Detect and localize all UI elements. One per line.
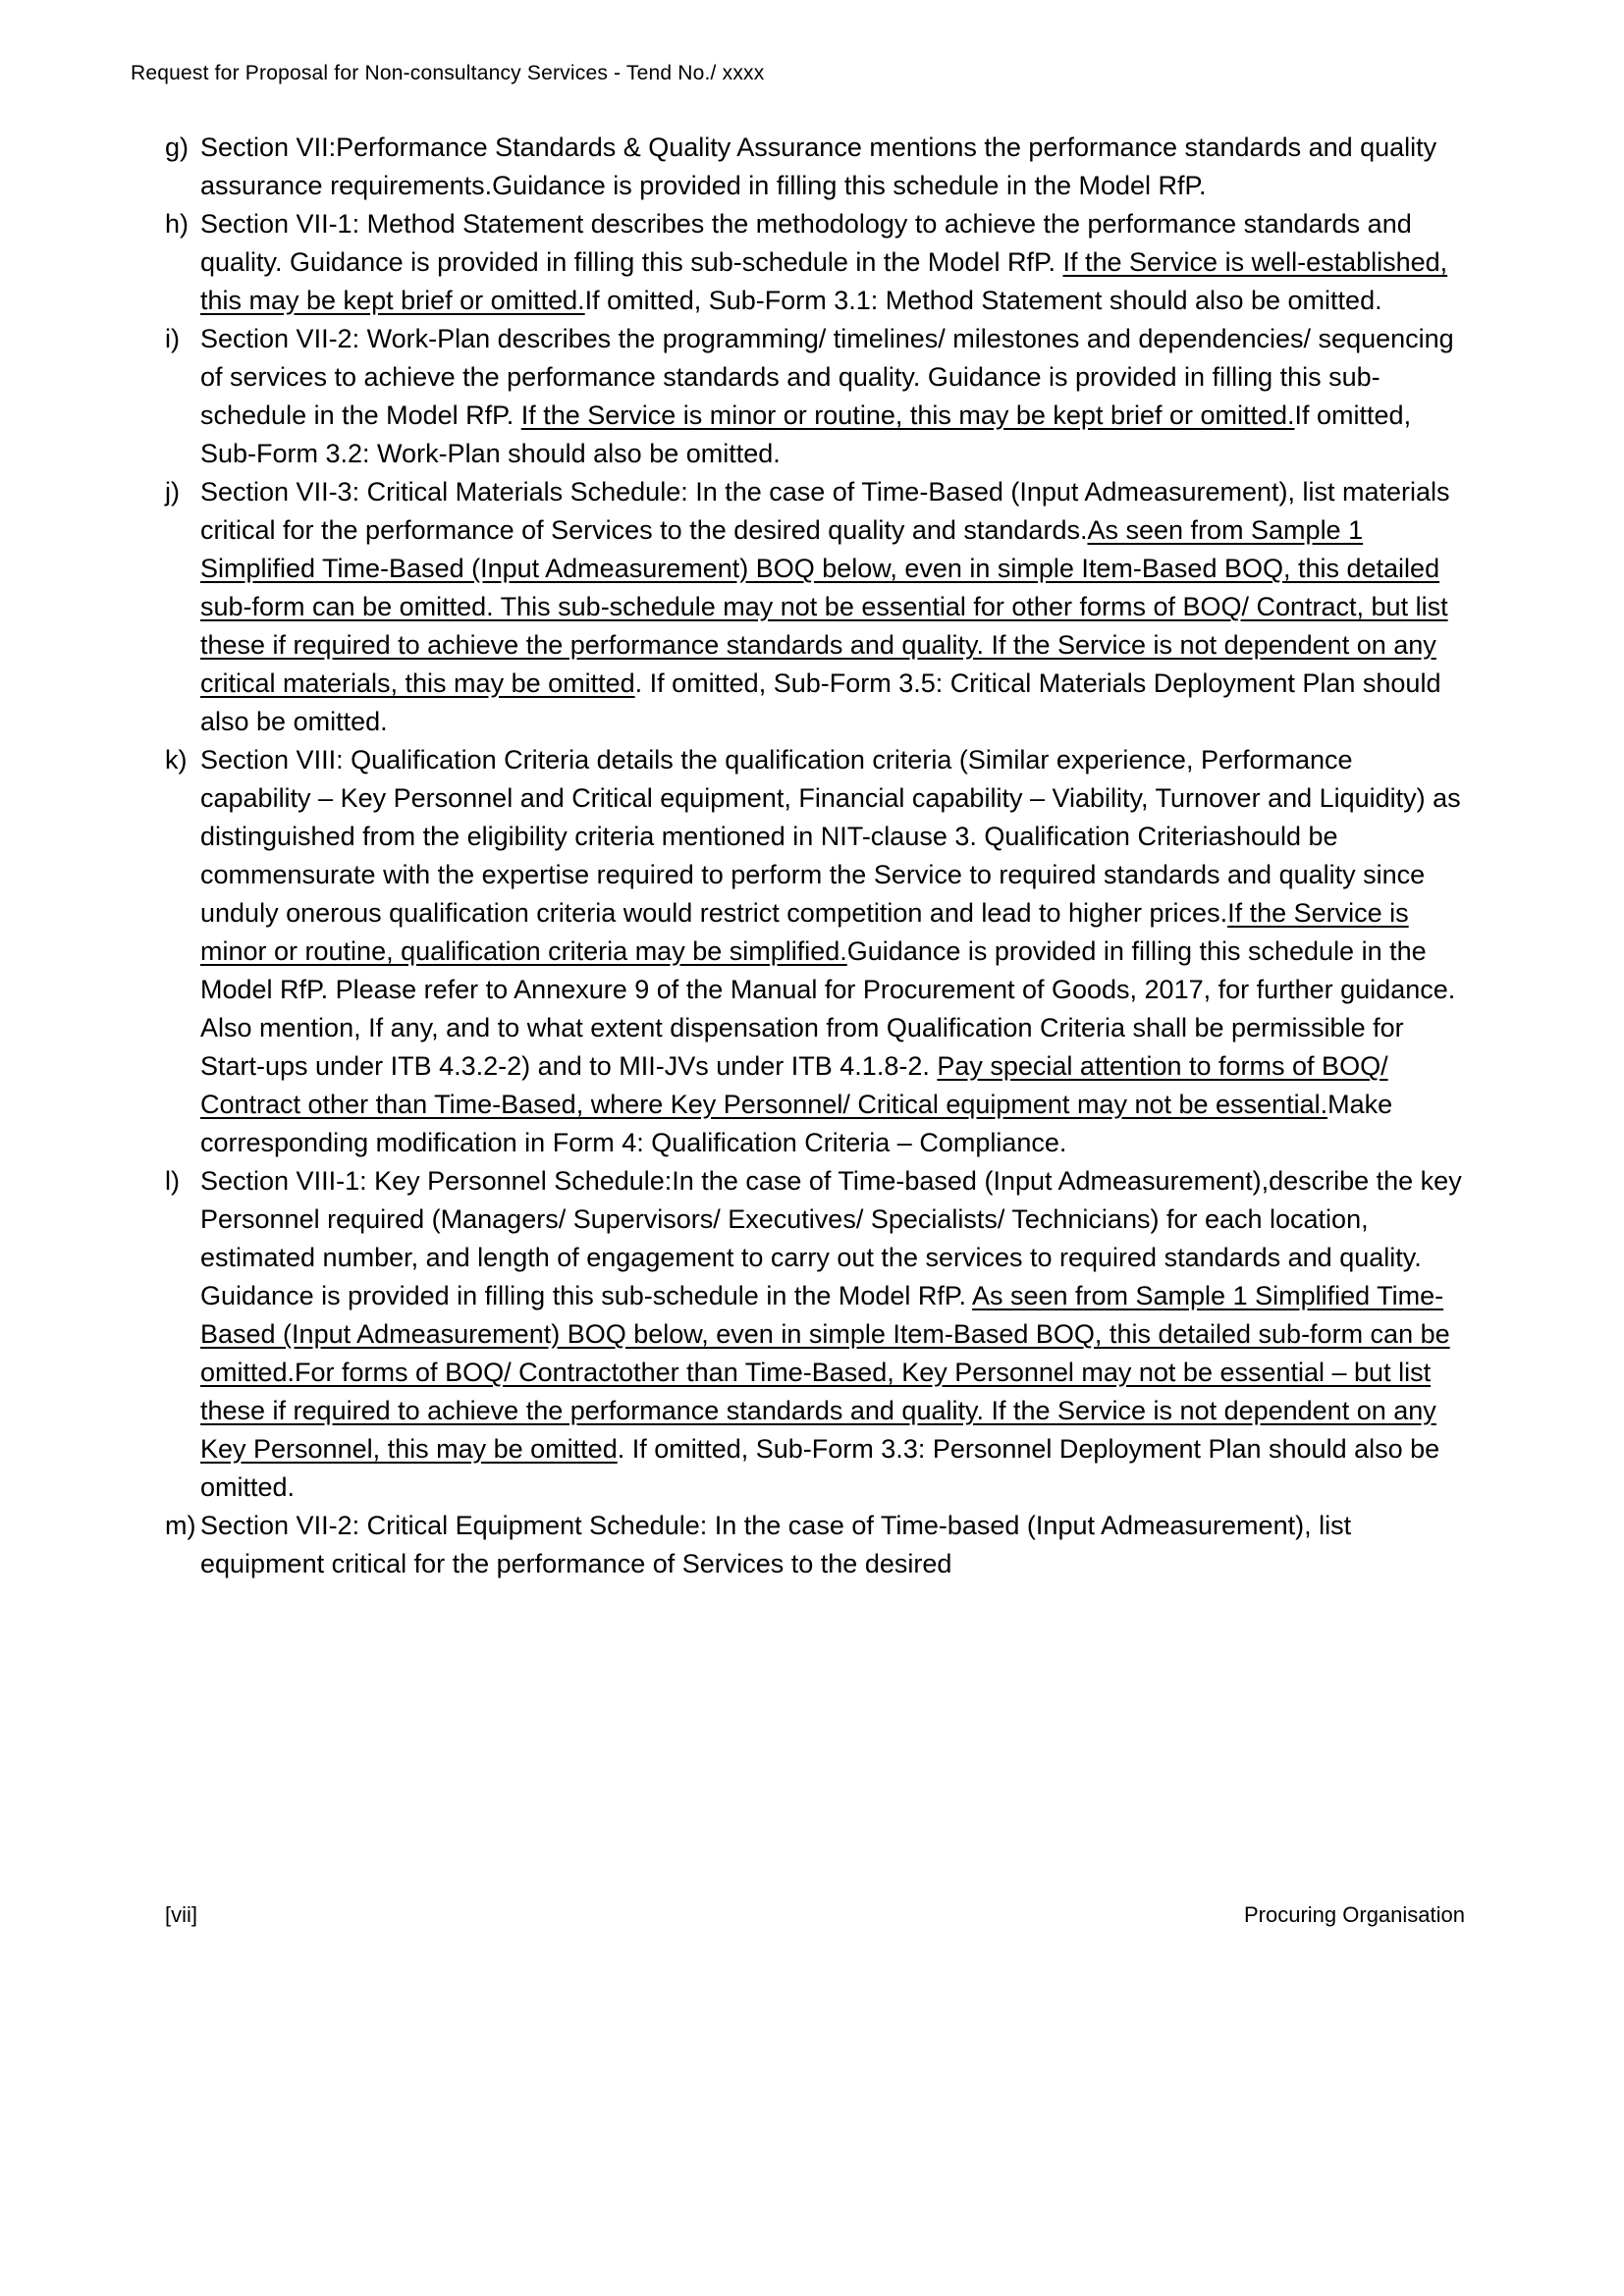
list-item-marker: m) — [165, 1511, 196, 1540]
text-run: . If omitted, Sub-Form 3.5: Critical Materials Deployment Plan should also be omitted. — [200, 668, 1441, 736]
page-header: Request for Proposal for Non-consultancy Services - Tend No./ xxxx — [131, 62, 765, 84]
underlined-text-run: If the Service is well-established, this may be kept brief or omitted. — [200, 247, 1448, 315]
list-item-text — [200, 741, 1465, 1162]
underlined-text-run: As seen from Sample 1 Simplified Time-Based (Input Admeasurement) BOQ below, even in simple Item-Based BOQ, this detailed sub-form can be omitted.For forms of BOQ/ Contractother than Time-Based, Key Personnel may not be essential – but list these if required to achieve the performance standards and quality. If the Service is not dependent on any Key Personnel, this may be omitted — [200, 1281, 1450, 1464]
list-item-marker: l) — [165, 1166, 180, 1196]
text-run: . If omitted, Sub-Form 3.3: Personnel Deployment Plan should also be omitted. — [200, 1434, 1440, 1502]
lettered-list — [165, 129, 1465, 1583]
underlined-text-run: If the Service is minor or routine, qualification criteria may be simplified. — [200, 898, 1409, 966]
text-run: Section VIII: Qualification Criteria details the qualification criteria (Similar experience, Performance capability – Key Personnel and Critical equipment, Financial capability – Viability, Turnover and Liquidity) as distinguished from the eligibility criteria mentioned in NIT-clause 3. Qualification Criteriashould be commensurate with the expertise required to perform the Service to required standards and quality since unduly onerous qualification criteria would restrict competition and lead to higher prices. — [200, 745, 1461, 928]
text-run: Section VII-1: Method Statement describes the methodology to achieve the performance standards and quality. Guidance is provided in filling this sub-schedule in the Model RfP. — [200, 209, 1412, 277]
list-item-marker: i) — [165, 324, 180, 353]
list-item-text — [200, 1507, 1465, 1583]
underlined-text-run: If the Service is minor or routine, this may be kept brief or omitted. — [520, 400, 1295, 430]
text-run: Section VII-2: Work-Plan describes the programming/ timelines/ milestones and dependencies/ sequencing of services to achieve the performance standards and quality. Guidance is provided in filling this sub-schedule in the Model RfP. — [200, 324, 1454, 430]
page-number: [vii] — [165, 1902, 197, 1927]
list-item-marker: g) — [165, 133, 189, 162]
list-item-text — [200, 320, 1465, 473]
text-run: If omitted, Sub-Form 3.1: Method Statement should also be omitted. — [584, 286, 1382, 315]
list-item-text — [200, 129, 1465, 205]
text-run: Section VII-2: Critical Equipment Schedule: In the case of Time-based (Input Admeasurement), list equipment critical for the performance of Services to the desired — [200, 1511, 1352, 1578]
list-item — [165, 741, 1465, 1162]
underlined-text-run: As seen from Sample 1 Simplified Time-Based (Input Admeasurement) BOQ below, even in simple Item-Based BOQ, this detailed sub-form can be omitted. This sub-schedule may not be essential for other forms of BOQ/ Contract, but list these if required to achieve the performance standards and quality. If the Service is not dependent on any critical materials, this may be omitted — [200, 515, 1448, 698]
list-item-text — [200, 205, 1465, 320]
list-item-marker: j) — [165, 477, 180, 507]
list-item — [165, 1507, 1465, 1583]
list-item — [165, 1162, 1465, 1507]
text-run: Make corresponding modification in Form 4: Qualification Criteria – Compliance. — [200, 1090, 1393, 1157]
text-run: Section VII-3: Critical Materials Schedule: In the case of Time-Based (Input Admeasurement), list materials critical for the performance of Services to the desired quality and standards. — [200, 477, 1450, 545]
footer-organisation-label: Procuring Organisation — [1243, 1902, 1465, 1927]
underlined-text-run: Pay special attention to forms of BOQ/ Contract other than Time-Based, where Key Personnel/ Critical equipment may not be essential. — [200, 1051, 1388, 1119]
page-footer — [165, 1902, 1465, 1928]
list-item-text — [200, 1162, 1465, 1507]
list-item — [165, 473, 1465, 741]
list-item-marker: h) — [165, 209, 189, 239]
text-run: If omitted, Sub-Form 3.2: Work-Plan should also be omitted. — [200, 400, 1412, 468]
text-run: Section VIII-1: Key Personnel Schedule:In the case of Time-based (Input Admeasurement),describe the key Personnel required (Managers/ Supervisors/ Executives/ Specialists/ Technicians) for each location, estimated number, and length of engagement to carry out the services to required standards and quality. Guidance is provided in filling this sub-schedule in the Model RfP. — [200, 1166, 1462, 1310]
list-item — [165, 205, 1465, 320]
list-item — [165, 320, 1465, 473]
list-item-text — [200, 473, 1465, 741]
list-item-marker: k) — [165, 745, 188, 774]
text-run: Section VII:Performance Standards & Quality Assurance mentions the performance standards and quality assurance requirements.Guidance is provided in filling this schedule in the Model RfP. — [200, 133, 1437, 200]
list-item — [165, 129, 1465, 205]
text-run: Guidance is provided in filling this schedule in the Model RfP. Please refer to Annexure 9 of the Manual for Procurement of Goods, 2017, for further guidance. Also mention, If any, and to what extent dispensation from Qualification Criteria shall be permissible for Start-ups under ITB 4.3.2-2) and to MII-JVs under ITB 4.1.8-2. — [200, 936, 1456, 1081]
